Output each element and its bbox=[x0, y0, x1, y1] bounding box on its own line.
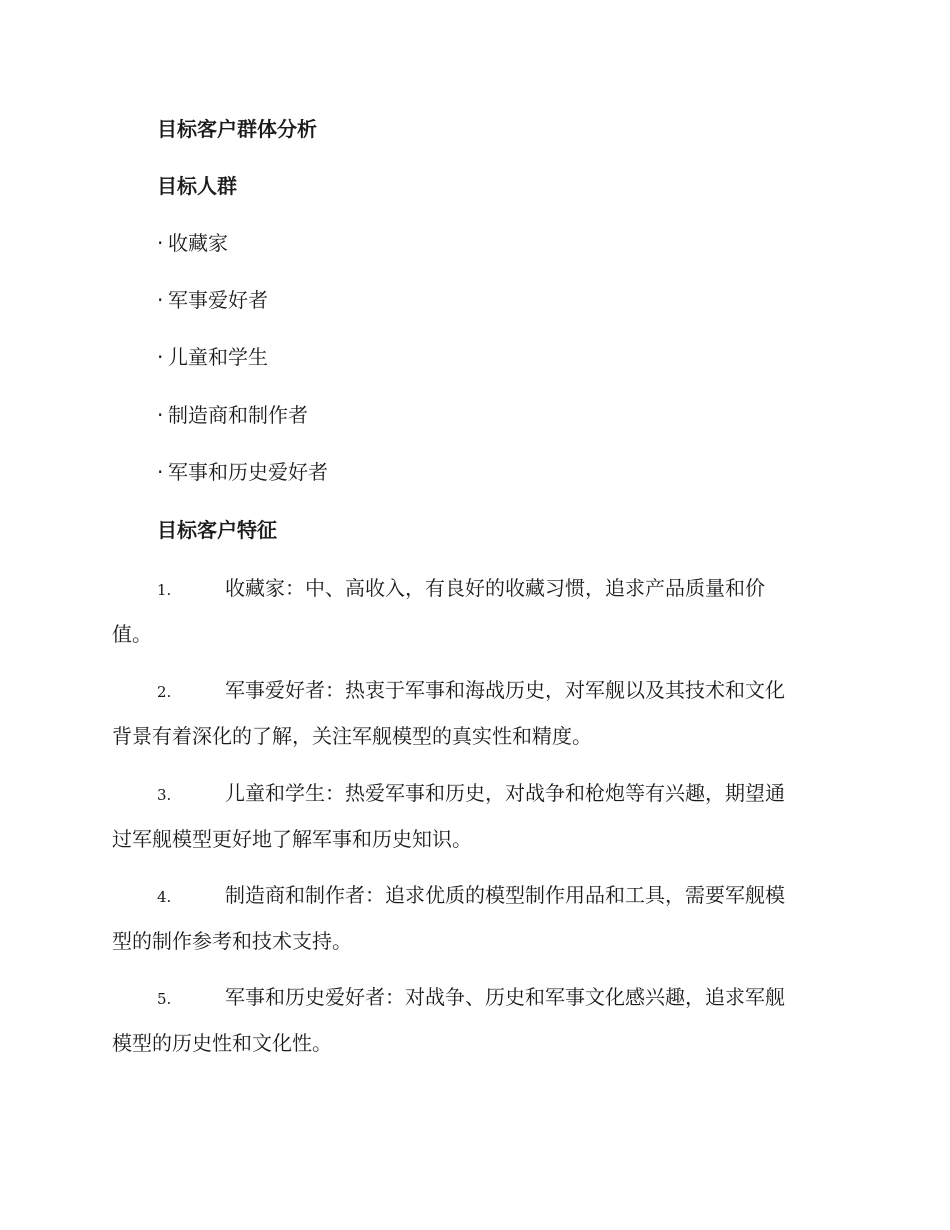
bullet-item bbox=[157, 229, 228, 257]
bullet-dot: · bbox=[157, 403, 164, 427]
numbered-item bbox=[112, 668, 832, 758]
item-number: 4. bbox=[157, 888, 172, 906]
item-text-line2: 背景有着深化的了解，关注军舰模型的真实性和精度。 bbox=[112, 724, 592, 748]
numbered-item bbox=[112, 771, 832, 861]
bullet-item bbox=[157, 458, 328, 486]
item-number: 5. bbox=[157, 990, 172, 1008]
item-text-line1: 收藏家：中、高收入，有良好的收藏习惯，追求产品质量和价 bbox=[225, 576, 765, 600]
numbered-item bbox=[112, 873, 832, 963]
bullet-item-label: 军事和历史爱好者 bbox=[168, 460, 328, 484]
numbered-item bbox=[112, 566, 832, 656]
item-text-line2: 模型的历史性和文化性。 bbox=[112, 1031, 332, 1055]
bullet-item-label: 制造商和制作者 bbox=[168, 403, 308, 427]
bullet-item-label: 军事爱好者 bbox=[168, 288, 268, 312]
bullet-item-label: 收藏家 bbox=[168, 231, 228, 255]
item-text-line1: 军事爱好者：热衷于军事和海战历史，对军舰以及其技术和文化 bbox=[225, 678, 785, 702]
item-text-line1: 儿童和学生：热爱军事和历史，对战争和枪炮等有兴趣，期望通 bbox=[225, 781, 785, 805]
item-number: 1. bbox=[157, 581, 172, 599]
bullet-item bbox=[157, 343, 268, 371]
bullet-dot: · bbox=[157, 231, 164, 255]
bullet-item-label: 儿童和学生 bbox=[168, 345, 268, 369]
bullet-dot: · bbox=[157, 345, 164, 369]
bullet-item bbox=[157, 286, 268, 314]
item-text-line1: 制造商和制作者：追求优质的模型制作用品和工具，需要军舰模 bbox=[225, 883, 785, 907]
section-heading-target-group: 目标人群 bbox=[157, 174, 237, 198]
item-text-line1: 军事和历史爱好者：对战争、历史和军事文化感兴趣，追求军舰 bbox=[225, 985, 785, 1009]
item-text-line2: 值。 bbox=[112, 622, 152, 646]
section-heading-customer-traits: 目标客户特征 bbox=[157, 518, 277, 542]
bullet-dot: · bbox=[157, 460, 164, 484]
bullet-item bbox=[157, 401, 308, 429]
numbered-item bbox=[112, 975, 832, 1065]
item-text-line2: 型的制作参考和技术支持。 bbox=[112, 929, 352, 953]
document-title: 目标客户群体分析 bbox=[157, 117, 317, 141]
item-number: 3. bbox=[157, 786, 172, 804]
item-text-line2: 过军舰模型更好地了解军事和历史知识。 bbox=[112, 827, 472, 851]
bullet-dot: · bbox=[157, 288, 164, 312]
item-number: 2. bbox=[157, 683, 172, 701]
